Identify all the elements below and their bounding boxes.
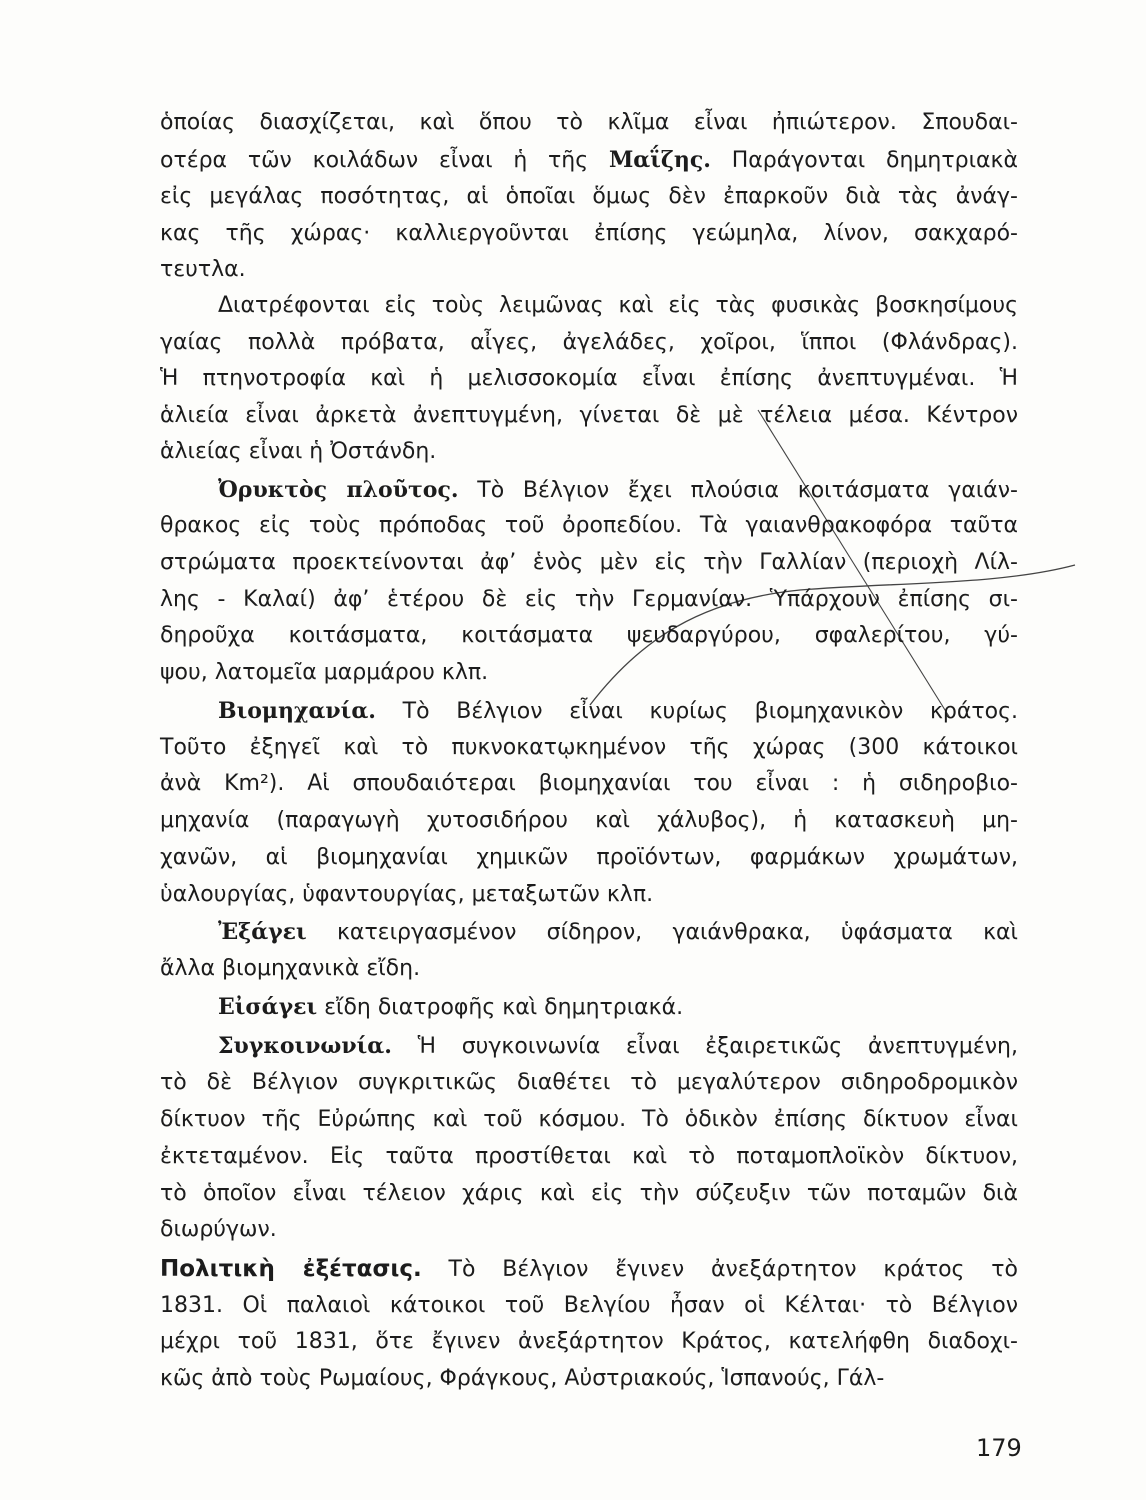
text-line [160,1288,1018,1324]
text-span: Τὸ Βέλγιον ἔχει πλούσια κοιτάσματα γαιάν- [458,478,1018,503]
text-span: ἀνὰ Km²). Αἱ σπουδαιότεραι βιομηχανίαι του εἶναι : ἡ σιδηροβιο- [160,771,1018,796]
text-span: κῶς ἀπὸ τοὺς Ρωμαίους, Φράγκους, Αὐστριακούς, Ἱσπανούς, Γάλ- [160,1366,885,1391]
text-line [160,1102,1018,1138]
text-span: τὸ ὁποῖον εἶναι τέλειον χάρις καὶ εἰς τὴν σύζευξιν τῶν ποταμῶν διὰ [160,1181,1018,1206]
text-span: μέχρι τοῦ 1831, ὅτε ἔγινεν ἀνεξάρτητον Κράτος, κατελήφθη διαδοχι- [160,1329,1018,1354]
text-line [160,840,1018,876]
section-heading: Μαΐζης. [608,147,711,173]
text-line [218,989,1018,1025]
section-heading: Ἐξάγει [218,919,307,945]
text-line [160,434,1018,470]
text-line [160,1361,1018,1397]
text-span: θρακος εἰς τοὺς πρόποδας τοῦ ὀροπεδίου. Τὰ γαιανθρακοφόρα ταῦτα [160,513,1018,538]
text-span: λης - Καλαί) ἀφ’ ἑτέρου δὲ εἰς τὴν Γερμανίαν. Ὑπάρχουν ἐπίσης σι- [160,587,1018,612]
text-line [160,1251,1018,1287]
text-line [160,803,1018,839]
text-span: 1831. Οἱ παλαιοὶ κάτοικοι τοῦ Βελγίου ἦσαν οἱ Κέλται· τὸ Βέλγιον [160,1293,1018,1318]
text-line [160,951,1018,987]
text-line [160,877,1018,913]
text-line [160,179,1018,215]
text-line [160,766,1018,802]
text-line [160,655,1018,691]
text-line [160,618,1018,654]
text-span: ἁλιεία εἶναι ἀρκετὰ ἀνεπτυγμένη, γίνεται δὲ μὲ τέλεια μέσα. Κέντρον [160,403,1018,428]
text-span: οτέρα τῶν κοιλάδων εἶναι ἡ τῆς [160,148,609,173]
section-heading: Βιομηχανία. [218,698,376,724]
text-line [160,730,1018,766]
text-line [160,1212,1018,1248]
section-heading: Εἰσάγει [218,994,318,1020]
text-line [160,508,1018,544]
text-line [160,216,1018,252]
section-heading: Πολιτικὴ ἐξέτασις. [160,1256,422,1282]
text-span: δίκτυον τῆς Εὐρώπης καὶ τοῦ κόσμου. Τὸ ὁδικὸν ἐπίσης δίκτυον εἶναι [160,1107,1018,1132]
text-span: δηροῦχα κοιτάσματα, κοιτάσματα ψευδαργύρου, σφαλερίτου, γύ- [160,623,1018,648]
section-heading: Ὀρυκτὸς πλοῦτος. [218,477,459,503]
text-span: Τοῦτο ἐξηγεῖ καὶ τὸ πυκνοκατῳκημένον τῆς χώρας (300 κάτοικοι [160,735,1018,760]
text-span: Διατρέφονται εἰς τοὺς λειμῶνας καὶ εἰς τὰς φυσικὰς βοσκησίμους [218,293,1018,318]
text-span: Τὸ Βέλγιον ἔγινεν ἀνεξάρτητον κράτος τὸ [421,1257,1018,1282]
text-line [160,105,1018,141]
text-line [160,545,1018,581]
text-span: εἰς μεγάλας ποσότητας, αἱ ὁποῖαι ὅμως δὲν ἐπαρκοῦν διὰ τὰς ἀνάγ- [160,184,1018,209]
text-span: ἐκτεταμένον. Εἰς ταῦτα προστίθεται καὶ τὸ ποταμοπλοϊκὸν δίκτυον, [160,1144,1018,1169]
text-line [160,398,1018,434]
text-span: διωρύγων. [160,1217,277,1242]
text-line [218,1028,1018,1064]
text-line [160,325,1018,361]
text-line [160,582,1018,618]
text-line [218,472,1018,508]
text-span: τευτλα. [160,257,246,282]
section-heading: Συγκοινωνία. [218,1033,392,1059]
text-span: γαίας πολλὰ πρόβατα, αἶγες, ἀγελάδες, χοῖροι, ἵπποι (Φλάνδρας). [160,330,1018,355]
text-span: στρώματα προεκτείνονται ἀφ’ ἑνὸς μὲν εἰς τὴν Γαλλίαν (περιοχὴ Λίλ- [160,550,1018,575]
text-line [160,1324,1018,1360]
text-span: Ἡ συγκοινωνία εἶναι ἐξαιρετικῶς ἀνεπτυγμένη, [391,1034,1018,1059]
text-span: κατειργασμένον σίδηρον, γαιάνθρακα, ὑφάσματα καὶ [306,920,1018,945]
text-span: ὑαλουργίας, ὑφαντουργίας, μεταξωτῶν κλπ. [160,882,654,907]
page-number: 179 [976,1434,1022,1462]
text-line [218,288,1018,324]
text-span: ψου, λατομεῖα μαρμάρου κλπ. [160,660,489,685]
text-line [160,1176,1018,1212]
text-span: τὸ δὲ Βέλγιον συγκριτικῶς διαθέτει τὸ μεγαλύτερον σιδηροδρομικὸν [160,1070,1018,1095]
text-span: Παράγονται δημητριακὰ [710,148,1018,173]
text-span: ὁποίας διασχίζεται, καὶ ὅπου τὸ κλῖμα εἶναι ἠπιώτερον. Σπουδαι- [160,110,1018,135]
text-span: εἴδη διατροφῆς καὶ δημητριακά. [317,995,684,1020]
text-span: Ἡ πτηνοτροφία καὶ ἡ μελισσοκομία εἶναι ἐπίσης ἀνεπτυγμέναι. Ἡ [160,366,1018,391]
text-span: ἁλιείας εἶναι ἡ Ὀστάνδη. [160,439,437,464]
text-line [160,1139,1018,1175]
text-line [160,142,1018,178]
text-line [218,914,1018,950]
text-span: μηχανία (παραγωγὴ χυτοσιδήρου καὶ χάλυβος), ἡ κατασκευὴ μη- [160,808,1018,833]
text-span: κας τῆς χώρας· καλλιεργοῦνται ἐπίσης γεώμηλα, λίνον, σακχαρό- [160,221,1018,246]
text-span: Τὸ Βέλγιον εἶναι κυρίως βιομηχανικὸν κράτος. [375,699,1018,724]
text-span: ἄλλα βιομηχανικὰ εἴδη. [160,956,421,981]
text-span: χανῶν, αἱ βιομηχανίαι χημικῶν προϊόντων, φαρμάκων χρωμάτων, [160,845,1018,870]
text-line [160,1065,1018,1101]
text-line [218,693,1018,729]
text-line [160,252,1018,288]
text-line [160,361,1018,397]
